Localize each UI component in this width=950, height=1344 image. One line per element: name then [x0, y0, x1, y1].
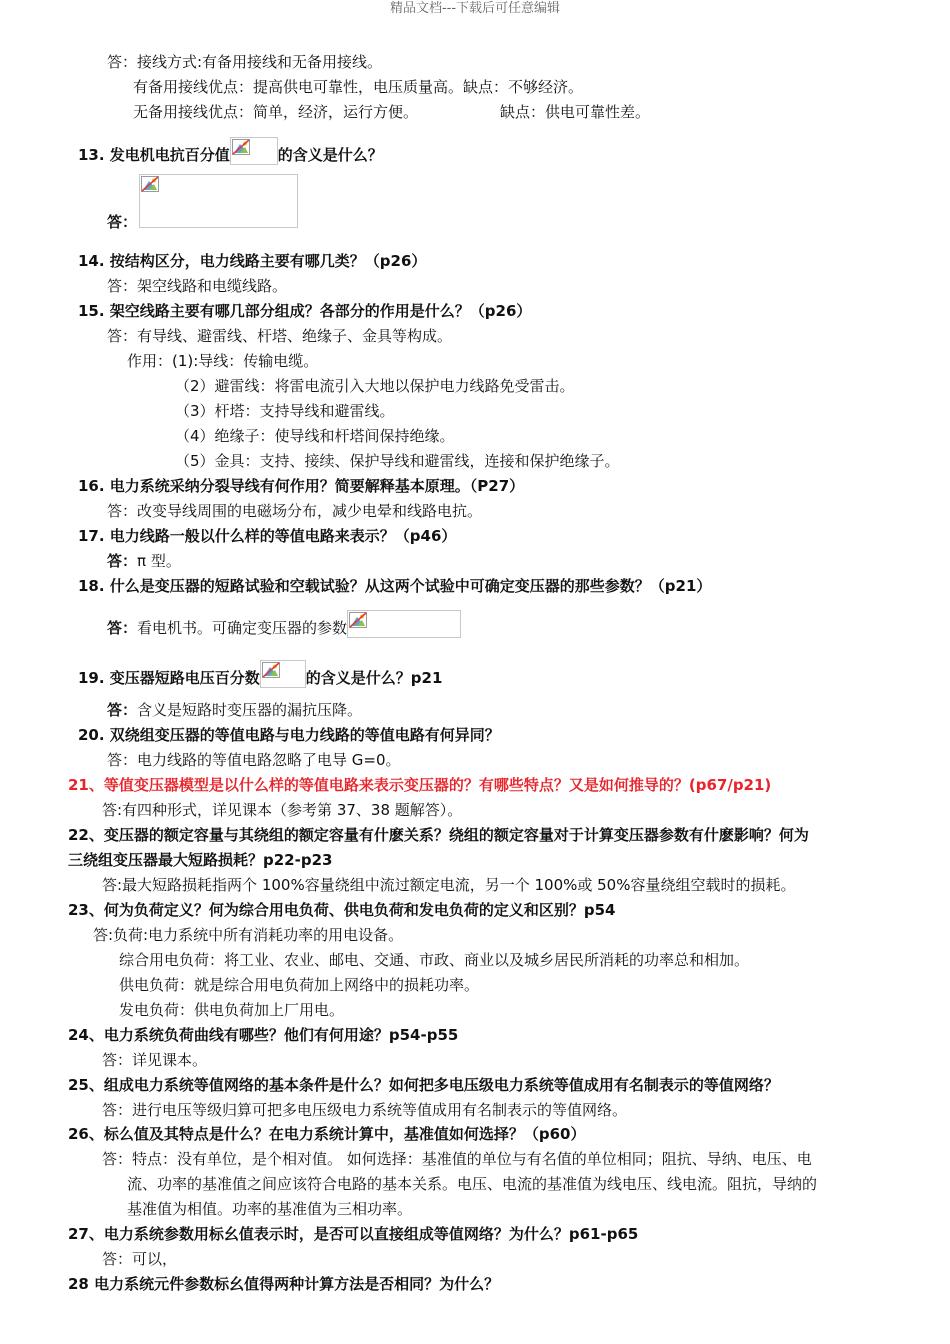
answer-14: 答：架空线路和电缆线路。 — [107, 277, 288, 295]
broken-image-icon — [349, 612, 367, 628]
question-13 — [78, 137, 383, 165]
answer-12-line3: 无备用接线优点：简单，经济，运行方便。 — [133, 103, 419, 121]
answer-15: 答：有导线、避雷线、杆塔、绝缘子、金具等构成。 — [107, 327, 453, 345]
question-20: 20. 双绕组变压器的等值电路与电力线路的等值电路有何异同？ — [78, 726, 500, 744]
answer-15-item-1: 作用：(1):导线：传输电缆。 — [127, 352, 319, 370]
answer-21: 答:有四种形式，详见课本（参考第 37、38 题解答）。 — [102, 801, 463, 819]
page-header: 精品文档---下载后可任意编辑 — [389, 1, 561, 16]
answer-19-label: 答： — [107, 701, 138, 719]
answer-17-text: π 型。 — [137, 552, 181, 570]
question-24: 24、电力系统负荷曲线有哪些？他们有何用途？p54-p55 — [68, 1026, 459, 1044]
answer-12-line3-cons: 缺点：供电可靠性差。 — [500, 103, 651, 121]
question-13-text-b: 的含义是什么？ — [277, 146, 383, 164]
question-19-text-a: 19. 变压器短路电压百分数 — [78, 669, 260, 687]
inline-formula-image — [230, 137, 278, 165]
question-28: 28 电力系统元件参数标幺值得两种计算方法是否相同？为什么？ — [68, 1275, 500, 1293]
answer-15-item-4: （4）绝缘子：使导线和杆塔间保持绝缘。 — [175, 427, 455, 445]
answer-23-item-3: 发电负荷：供电负荷加上厂用电。 — [119, 1001, 345, 1019]
question-17: 17. 电力线路一般以什么样的等值电路来表示？（p46） — [78, 527, 457, 545]
answer-17-label: 答： — [107, 552, 138, 570]
answer-24: 答：详见课本。 — [102, 1051, 208, 1069]
answer-13-label: 答： — [107, 213, 138, 231]
question-25: 25、组成电力系统等值网络的基本条件是什么？如何把多电压级电力系统等值成用有名制表示的等值网络？ — [68, 1076, 779, 1094]
answer-26-line2: 流、功率的基准值之间应该符合电路的基本关系。电压、电流的基准值为线电压、线电流。阻抗，导纳的 — [127, 1175, 818, 1193]
answer-22: 答:最大短路损耗指两个 100%容量绕组中流过额定电流，另一个 100%或 50%容量绕组空载时的损耗。 — [102, 876, 796, 894]
answer-13-formula-image — [139, 174, 298, 228]
answer-19 — [107, 700, 362, 720]
answer-16: 答：改变导线周围的电磁场分布，减少电晕和线路电抗。 — [107, 502, 483, 520]
answer-18-formula-image — [347, 610, 461, 638]
answer-17 — [107, 551, 181, 571]
question-27: 27、电力系统参数用标幺值表示时，是否可以直接组成等值网络？为什么？p61-p65 — [68, 1225, 639, 1243]
answer-19-text: 含义是短路时变压器的漏抗压降。 — [137, 701, 363, 719]
question-13-text-a: 13. 发电机电抗百分值 — [78, 146, 230, 164]
answer-12-line1: 答：接线方式:有备用接线和无备用接线。 — [107, 53, 383, 71]
answer-15-item-3: （3）杆塔：支持导线和避雷线。 — [175, 402, 395, 420]
answer-23-item-1: 综合用电负荷：将工业、农业、邮电、交通、市政、商业以及城乡居民所消耗的功率总和相加。 — [119, 951, 750, 969]
question-15: 15. 架空线路主要有哪几部分组成？各部分的作用是什么？（p26） — [78, 302, 532, 320]
question-19 — [78, 660, 442, 688]
question-22-line1: 22、变压器的额定容量与其绕组的额定容量有什麽关系？绕组的额定容量对于计算变压器参数有什麽影响？何为 — [68, 826, 809, 844]
inline-formula-image — [260, 660, 306, 688]
broken-image-icon — [232, 139, 250, 155]
answer-23-item-2: 供电负荷：就是综合用电负荷加上网络中的损耗功率。 — [119, 976, 480, 994]
answer-12-line2: 有备用接线优点：提高供电可靠性，电压质量高。缺点：不够经济。 — [133, 78, 584, 96]
broken-image-icon — [262, 662, 280, 678]
answer-25: 答：进行电压等级归算可把多电压级电力系统等值成用有名制表示的等值网络。 — [102, 1101, 628, 1119]
answer-26-line3: 基准值为相值。功率的基准值为三相功率。 — [127, 1200, 413, 1218]
question-14: 14. 按结构区分，电力线路主要有哪几类？（p26） — [78, 252, 427, 270]
answer-18-text: 看电机书。可确定变压器的参数 — [137, 619, 348, 637]
answer-18 — [107, 610, 461, 638]
question-26: 26、标么值及其特点是什么？在电力系统计算中，基准值如何选择？（p60） — [68, 1125, 586, 1143]
answer-27: 答：可以， — [102, 1250, 178, 1268]
question-21: 21、等值变压器模型是以什么样的等值电路来表示变压器的？有哪些特点？又是如何推导的？(p67/p21) — [68, 776, 772, 794]
answer-15-item-5: （5）金具：支持、接续、保护导线和避雷线，连接和保护绝缘子。 — [175, 452, 620, 470]
answer-26-line1: 答：特点：没有单位，是个相对值。 如何选择：基准值的单位与有名值的单位相同；阻抗、导纳、电压、电 — [102, 1150, 812, 1168]
question-16: 16. 电力系统采纳分裂导线有何作用？简要解释基本原理。（P27） — [78, 477, 525, 495]
answer-20: 答：电力线路的等值电路忽略了电导 G=0。 — [107, 751, 401, 769]
answer-23: 答:负荷:电力系统中所有消耗功率的用电设备。 — [93, 926, 404, 944]
question-19-text-b: 的含义是什么？p21 — [305, 669, 443, 687]
answer-18-label: 答： — [107, 619, 138, 637]
question-23: 23、何为负荷定义？何为综合用电负荷、供电负荷和发电负荷的定义和区别？p54 — [68, 901, 616, 919]
question-22-line2: 三绕组变压器最大短路损耗？p22-p23 — [68, 851, 333, 869]
broken-image-icon — [141, 176, 159, 192]
answer-15-item-2: （2）避雷线：将雷电流引入大地以保护电力线路免受雷击。 — [175, 377, 575, 395]
question-18: 18. 什么是变压器的短路试验和空载试验？从这两个试验中可确定变压器的那些参数？（p21） — [78, 577, 712, 595]
